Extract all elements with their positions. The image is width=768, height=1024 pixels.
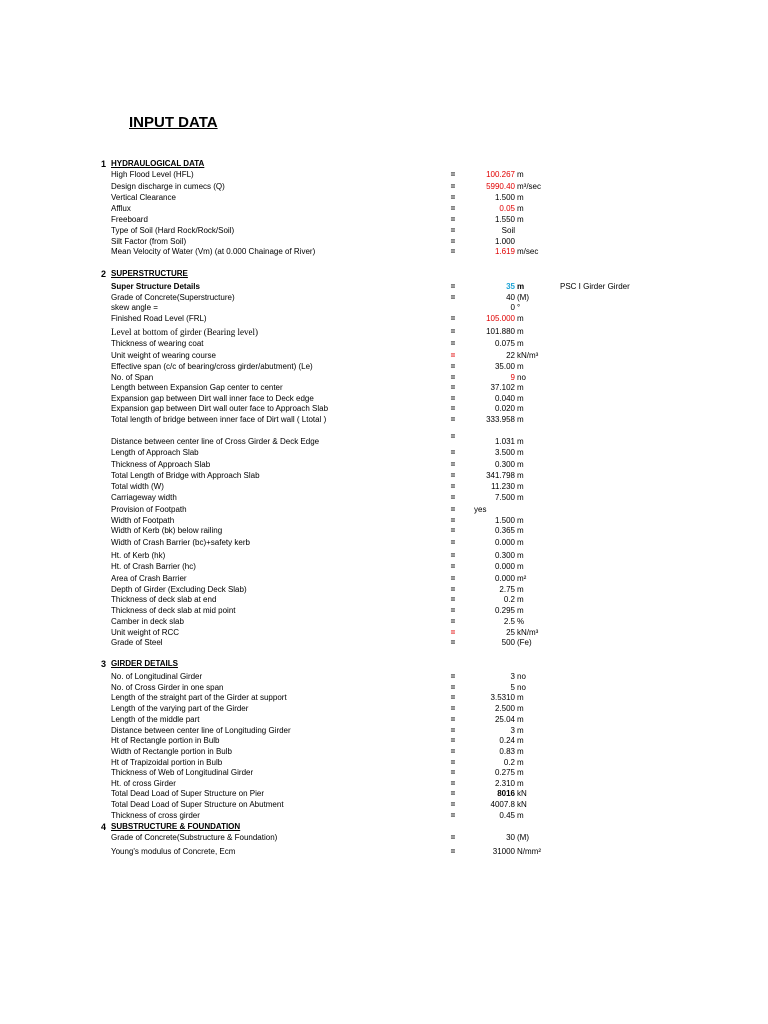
section-heading-row — [0, 268, 768, 280]
equals-sign: = — [450, 562, 456, 571]
row-value: 2.75 — [499, 585, 515, 594]
row-unit: m — [517, 758, 524, 767]
row-label: Grade of Concrete(Superstructure) — [111, 293, 235, 302]
data-row — [0, 561, 768, 573]
row-label: Total Length of Bridge with Approach Slab — [111, 471, 260, 480]
row-label: No. of Cross Girder in one span — [111, 683, 224, 692]
equals-sign: = — [450, 758, 456, 767]
row-label: Ht. of Kerb (hk) — [111, 551, 166, 560]
equals-sign: = — [450, 715, 456, 724]
equals-sign: = — [450, 193, 456, 202]
row-value: 341.798 — [486, 471, 515, 480]
row-value: 31000 — [492, 847, 515, 856]
row-unit: kN/m³ — [517, 628, 539, 637]
row-value: 0.000 — [494, 538, 515, 547]
equals-sign: = — [450, 314, 456, 323]
row-value: 1.550 — [494, 215, 515, 224]
row-unit: m — [517, 460, 524, 469]
row-value: 1.000 — [494, 237, 515, 246]
equals-sign: = — [450, 606, 456, 615]
row-value: 2.5 — [503, 617, 515, 626]
row-label: Depth of Girder (Excluding Deck Slab) — [111, 585, 247, 594]
data-row — [0, 832, 768, 844]
row-value: 3 — [510, 726, 515, 735]
row-value: 37.102 — [490, 383, 515, 392]
equals-sign: = — [450, 282, 456, 291]
equals-sign: = — [450, 736, 456, 745]
row-value: 11.230 — [491, 482, 515, 491]
equals-sign: = — [450, 779, 456, 788]
row-unit: m — [517, 215, 524, 224]
row-label: Length of the middle part — [111, 715, 200, 724]
row-value: 25 — [506, 628, 515, 637]
equals-sign: = — [450, 672, 456, 681]
section-number: 4 — [101, 822, 107, 832]
row-unit: m — [517, 736, 524, 745]
row-value: 3 — [510, 672, 515, 681]
section-heading-row — [0, 658, 768, 670]
row-unit: m — [517, 811, 524, 820]
row-unit: % — [517, 617, 525, 626]
row-label: Thickness of Approach Slab — [111, 460, 211, 469]
row-unit: m — [517, 314, 524, 323]
equals-sign: = — [450, 404, 456, 413]
equals-sign: = — [450, 693, 456, 702]
row-unit: no — [517, 683, 526, 692]
equals-sign: = — [450, 747, 456, 756]
row-unit: (Fe) — [517, 638, 532, 647]
data-row — [0, 246, 768, 258]
row-label: Provision of Footpath — [111, 505, 187, 514]
row-label: Unit weight of wearing course — [111, 351, 216, 360]
section-number: 1 — [101, 159, 107, 169]
row-label: Mean Velocity of Water (Vm) (at 0.000 Chainage of River) — [111, 247, 316, 256]
row-label: High Flood Level (HFL) — [111, 170, 194, 179]
row-label: No. of Span — [111, 373, 154, 382]
row-value: 0.45 — [499, 811, 515, 820]
row-label: Young's modulus of Concrete, Ecm — [111, 847, 236, 856]
row-value: 0.300 — [494, 460, 515, 469]
row-value: 4007.8 — [490, 800, 515, 809]
row-value: 0.040 — [494, 394, 515, 403]
data-row — [0, 846, 768, 858]
equals-sign: = — [450, 182, 456, 191]
row-unit: m — [517, 170, 524, 179]
row-label: Ht of Rectangle portion in Bulb — [111, 736, 220, 745]
equals-sign: = — [450, 351, 456, 360]
row-unit: m — [517, 595, 524, 604]
row-unit: m — [517, 585, 524, 594]
row-value: 0.2 — [503, 758, 515, 767]
section-number: 3 — [101, 659, 107, 669]
row-label: Level at bottom of girder (Bearing level) — [111, 327, 258, 337]
row-value: 0.2 — [503, 595, 515, 604]
equals-sign: = — [450, 471, 456, 480]
row-unit: m — [517, 562, 524, 571]
row-label: Width of Rectangle portion in Bulb — [111, 747, 232, 756]
row-value: 1.031 — [494, 437, 515, 446]
row-unit: m — [517, 551, 524, 560]
data-row — [0, 537, 768, 549]
equals-sign: = — [450, 432, 456, 441]
row-label: Ht. of Crash Barrier (hc) — [111, 562, 196, 571]
equals-sign: = — [450, 293, 456, 302]
row-label: Length of the varying part of the Girder — [111, 704, 249, 713]
data-row — [0, 525, 768, 537]
data-row — [0, 326, 768, 338]
equals-sign: = — [450, 394, 456, 403]
equals-sign: = — [450, 215, 456, 224]
row-label: Design discharge in cumecs (Q) — [111, 182, 225, 191]
row-label: Thickness of deck slab at end — [111, 595, 217, 604]
equals-sign: = — [450, 170, 456, 179]
row-unit: m — [517, 704, 524, 713]
row-label: Carriageway width — [111, 493, 177, 502]
equals-sign: = — [450, 800, 456, 809]
row-unit: m — [517, 715, 524, 724]
row-value: 0.05 — [499, 204, 515, 213]
row-unit: m² — [517, 574, 527, 583]
row-label: Unit weight of RCC — [111, 628, 180, 637]
equals-sign: = — [450, 415, 456, 424]
equals-sign: = — [450, 448, 456, 457]
page-title: INPUT DATA — [129, 114, 218, 131]
row-unit: m — [517, 193, 524, 202]
equals-sign: = — [450, 811, 456, 820]
equals-sign: = — [450, 551, 456, 560]
row-value: 0.275 — [494, 768, 515, 777]
row-unit: m — [517, 693, 524, 702]
equals-sign: = — [450, 574, 456, 583]
row-label: Finished Road Level (FRL) — [111, 314, 207, 323]
equals-sign: = — [450, 847, 456, 856]
row-label: Total width (W) — [111, 482, 164, 491]
equals-sign: = — [450, 617, 456, 626]
row-value: 0.83 — [499, 747, 515, 756]
row-unit: m/sec — [517, 247, 539, 256]
row-label: Total Dead Load of Super Structure on Pier — [111, 789, 264, 798]
row-value: 22 — [506, 351, 515, 360]
row-unit: N/mm² — [517, 847, 541, 856]
row-label: skew angle = — [111, 303, 158, 312]
row-label: Afflux — [111, 204, 131, 213]
equals-sign: = — [450, 493, 456, 502]
row-label: No. of Longitudinal Girder — [111, 672, 203, 681]
equals-sign: = — [450, 726, 456, 735]
row-unit: m — [517, 383, 524, 392]
row-unit: m — [517, 516, 524, 525]
equals-sign: = — [450, 339, 456, 348]
equals-sign: = — [450, 789, 456, 798]
equals-sign: = — [450, 237, 456, 246]
equals-sign: = — [450, 460, 456, 469]
row-unit: m — [517, 204, 524, 213]
row-unit: kN — [517, 789, 527, 798]
row-label: Distance between center line of Longituding Girder — [111, 726, 291, 735]
row-value: 25.04 — [494, 715, 515, 724]
row-label: Total length of bridge between inner face of Dirt wall ( Ltotal ) — [111, 415, 327, 424]
equals-sign: = — [450, 683, 456, 692]
row-unit: m³/sec — [517, 182, 541, 191]
row-unit: m — [517, 327, 524, 336]
row-label: Width of Kerb (bk) below railing — [111, 526, 223, 535]
row-value: 0.020 — [494, 404, 515, 413]
row-value: yes — [474, 505, 487, 514]
row-unit: kN/m³ — [517, 351, 539, 360]
data-row — [0, 313, 768, 325]
row-value: 1.500 — [494, 193, 515, 202]
section-heading: GIRDER DETAILS — [111, 659, 178, 668]
row-unit: m — [517, 394, 524, 403]
row-value: 0.075 — [494, 339, 515, 348]
row-value: 35 — [506, 282, 515, 291]
row-label: Thickness of Web of Longitudinal Girder — [111, 768, 254, 777]
equals-sign: = — [450, 362, 456, 371]
row-value: Soil — [501, 226, 515, 235]
row-unit: no — [517, 672, 526, 681]
row-label: Type of Soil (Hard Rock/Rock/Soil) — [111, 226, 235, 235]
row-unit: no — [517, 373, 526, 382]
row-label: Vertical Clearance — [111, 193, 176, 202]
data-row — [0, 492, 768, 504]
row-value: 3.500 — [494, 448, 515, 457]
section-heading: SUBSTRUCTURE & FOUNDATION — [111, 822, 241, 831]
equals-sign: = — [450, 833, 456, 842]
row-value: 30 — [506, 833, 515, 842]
row-value: 35.00 — [494, 362, 515, 371]
row-unit: m — [517, 362, 524, 371]
row-label: Grade of Concrete(Substructure & Foundation) — [111, 833, 278, 842]
row-value: 5 — [510, 683, 515, 692]
row-label: Expansion gap between Dirt wall inner face to Deck edge — [111, 394, 314, 403]
row-unit: m — [517, 538, 524, 547]
row-unit: m — [517, 526, 524, 535]
equals-sign: = — [450, 383, 456, 392]
row-extra-note: PSC I Girder Girder — [560, 282, 630, 291]
row-value: 0.365 — [494, 526, 515, 535]
row-label: Grade of Steel — [111, 638, 163, 647]
equals-sign: = — [450, 526, 456, 535]
equals-sign: = — [450, 204, 456, 213]
row-label: Area of Crash Barrier — [111, 574, 187, 583]
row-label: Distance between center line of Cross Girder & Deck Edge — [111, 437, 320, 446]
row-unit: m — [517, 493, 524, 502]
data-row — [0, 338, 768, 350]
row-value: 2.500 — [494, 704, 515, 713]
row-value: 105.000 — [486, 314, 515, 323]
row-value: 7.500 — [494, 493, 515, 502]
row-label: Width of Crash Barrier (bc)+safety kerb — [111, 538, 250, 547]
row-label: Effective span (c/c of bearing/cross girder/abutment) (Le) — [111, 362, 313, 371]
row-label: Ht of Trapizoidal portion in Bulb — [111, 758, 223, 767]
row-value: 1.619 — [494, 247, 515, 256]
row-value: 500 — [501, 638, 515, 647]
row-unit: m — [517, 726, 524, 735]
row-label: Thickness of cross girder — [111, 811, 200, 820]
row-label: Length of the straight part of the Girder at support — [111, 693, 287, 702]
row-label: Length of Approach Slab — [111, 448, 199, 457]
row-unit: m — [517, 448, 524, 457]
row-unit: m — [517, 747, 524, 756]
row-label: Freeboard — [111, 215, 148, 224]
equals-sign: = — [450, 516, 456, 525]
equals-sign: = — [450, 247, 456, 256]
row-unit: m — [517, 437, 524, 446]
equals-sign: = — [450, 585, 456, 594]
row-value: 0.000 — [494, 562, 515, 571]
row-value: 8016 — [497, 789, 515, 798]
row-unit: m — [517, 471, 524, 480]
row-unit: m — [517, 482, 524, 491]
row-value: 333.958 — [486, 415, 515, 424]
data-row — [0, 447, 768, 459]
equals-sign: = — [450, 226, 456, 235]
row-unit: (M) — [517, 833, 529, 842]
row-value: 9 — [510, 373, 515, 382]
row-label: Thickness of wearing coat — [111, 339, 204, 348]
equals-sign: = — [450, 628, 456, 637]
row-label: Width of Footpath — [111, 516, 175, 525]
equals-sign: = — [450, 482, 456, 491]
row-value: 0.000 — [494, 574, 515, 583]
row-value: 0 — [510, 303, 515, 312]
row-label: Thickness of deck slab at mid point — [111, 606, 236, 615]
row-unit: m — [517, 415, 524, 424]
section-heading: SUPERSTRUCTURE — [111, 269, 188, 278]
equals-sign: = — [450, 505, 456, 514]
row-unit: (M) — [517, 293, 529, 302]
row-label: Total Dead Load of Super Structure on Abutment — [111, 800, 284, 809]
section-heading: HYDRAULOGICAL DATA — [111, 159, 205, 168]
row-unit: m — [517, 768, 524, 777]
row-unit: m — [517, 606, 524, 615]
row-value: 0.295 — [494, 606, 515, 615]
equals-sign: = — [450, 595, 456, 604]
section-number: 2 — [101, 269, 107, 279]
row-unit: m — [517, 779, 524, 788]
row-unit: m — [517, 339, 524, 348]
row-value: 0.24 — [499, 736, 515, 745]
equals-sign: = — [450, 538, 456, 547]
row-value: 40 — [506, 293, 515, 302]
data-row — [0, 637, 768, 649]
row-value: 0.300 — [494, 551, 515, 560]
row-unit: m — [517, 282, 525, 291]
row-value: 100.267 — [486, 170, 515, 179]
equals-sign: = — [450, 768, 456, 777]
row-value: 1.500 — [494, 516, 515, 525]
equals-sign: = — [450, 704, 456, 713]
equals-sign: = — [450, 373, 456, 382]
data-row — [0, 169, 768, 181]
equals-sign: = — [450, 327, 456, 336]
row-value: 5990.40 — [486, 182, 515, 191]
row-label: Super Structure Details — [111, 282, 200, 291]
row-label: Ht. of cross Girder — [111, 779, 176, 788]
data-row — [0, 414, 768, 426]
equals-sign: = — [450, 638, 456, 647]
row-unit: kN — [517, 800, 527, 809]
row-unit: m — [517, 404, 524, 413]
row-value: 3.5310 — [490, 693, 515, 702]
row-label: Expansion gap between Dirt wall outer face to Approach Slab — [111, 404, 329, 413]
row-value: 101.880 — [486, 327, 515, 336]
row-value: 2.310 — [494, 779, 515, 788]
row-label: Camber in deck slab — [111, 617, 184, 626]
row-label: Silt Factor (from Soil) — [111, 237, 187, 246]
row-label: Length between Expansion Gap center to center — [111, 383, 283, 392]
row-unit: ° — [517, 303, 521, 312]
